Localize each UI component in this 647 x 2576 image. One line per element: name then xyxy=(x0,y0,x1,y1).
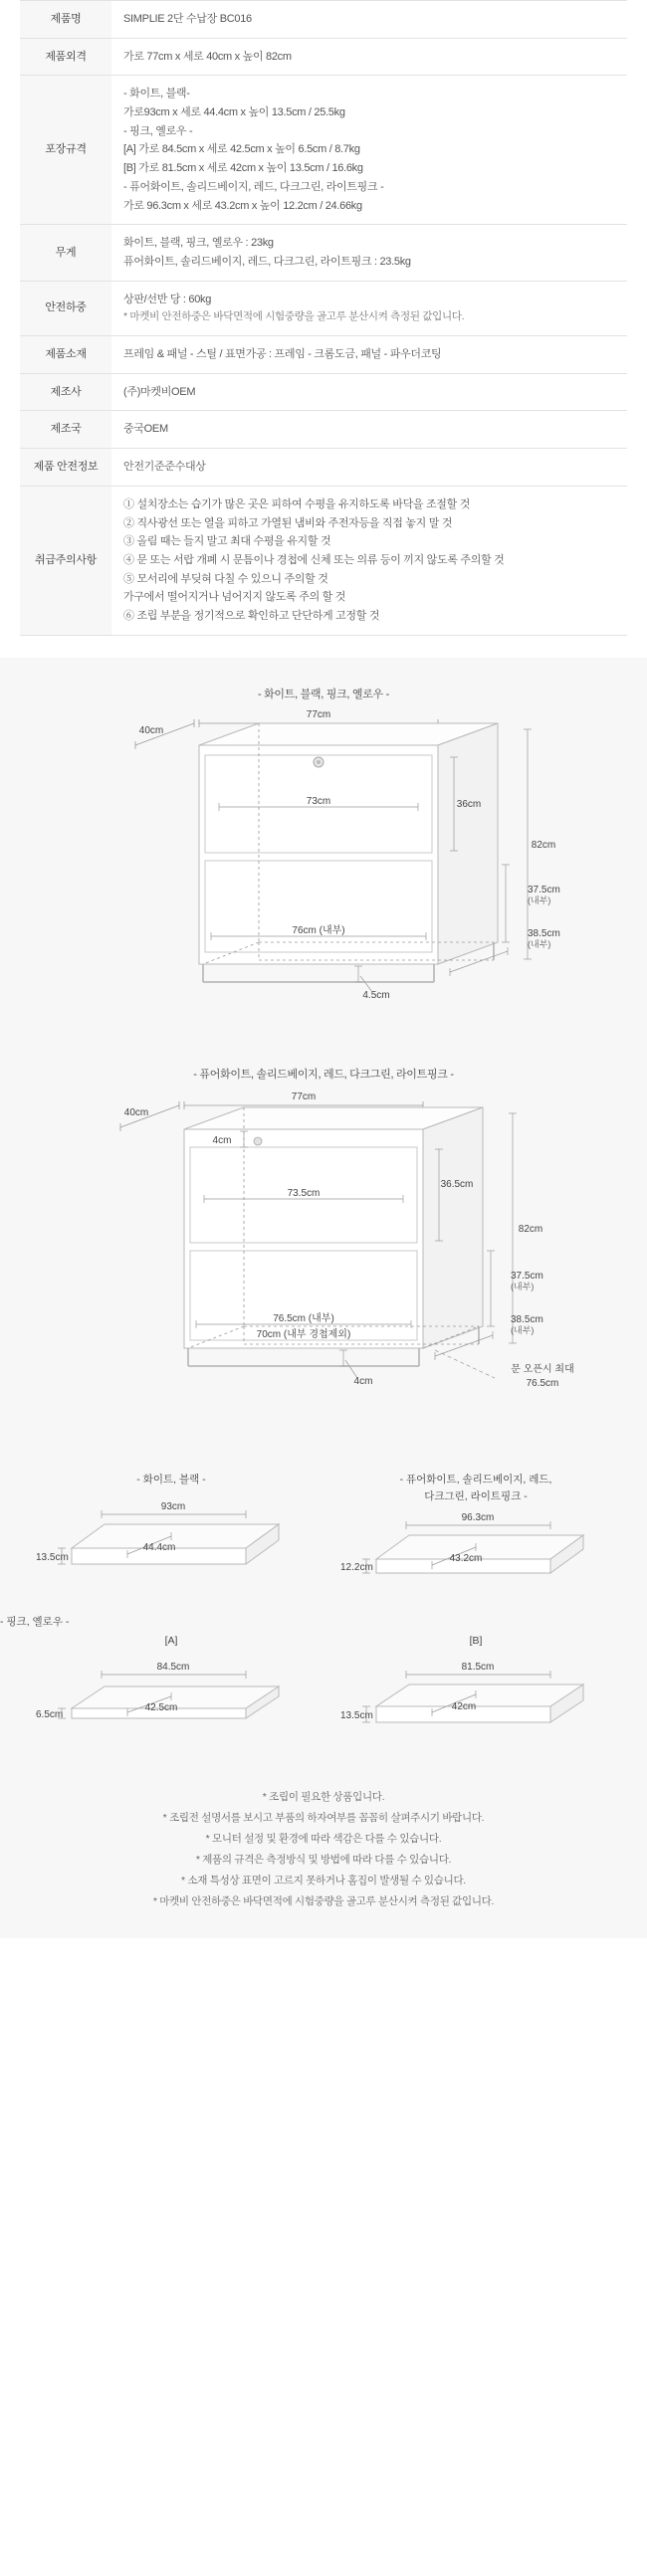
table-row xyxy=(20,336,627,374)
spec-note: * 마켓비 안전하중은 바닥면적에 시험중량을 골고루 분산시켜 측정된 값입니다. xyxy=(123,310,465,323)
note-line: * 마켓비 안전하중은 바닥면적에 시험중량을 골고루 분산시켜 측정된 값입니다. xyxy=(152,1894,495,1907)
spec-label: 제품명 xyxy=(20,1,111,39)
dim-box-height: 6.5cm xyxy=(36,1708,64,1720)
dim-height-label: 82cm xyxy=(518,1223,543,1235)
packaging-group-3-title: - 핑크, 옐로우 - xyxy=(0,1615,70,1628)
spec-line: (주)마켓비OEM xyxy=(123,385,196,398)
packaging-box-a xyxy=(32,1635,311,1751)
table-row xyxy=(20,411,627,449)
cabinet-drawing-1 xyxy=(60,708,587,1034)
dim-box-height: 13.5cm xyxy=(36,1551,69,1563)
spec-line: SIMPLIE 2단 수납장 BC016 xyxy=(123,13,252,25)
spec-label: 안전하중 xyxy=(20,281,111,336)
dim-box-width: 93cm xyxy=(160,1500,186,1512)
dim-lower-width-2-label: 70cm (내부 경첩제외) xyxy=(256,1328,351,1340)
spec-line: 가로 77cm x 세로 40cm x 높이 82cm xyxy=(123,50,292,63)
dim-width-label: 77cm xyxy=(291,1090,317,1102)
packaging-row-1 xyxy=(0,1472,647,1608)
cabinet-drawing-2 xyxy=(45,1090,602,1444)
spec-line: ② 직사광선 또는 열을 피하고 가열된 냄비와 주전자등을 직접 놓지 말 것 xyxy=(123,516,453,529)
note-line: * 조립전 설명서를 보시고 부품의 하자여부를 꼼꼼히 살펴주시기 바랍니다. xyxy=(162,1811,485,1824)
spec-line: 중국OEM xyxy=(123,423,168,436)
dim-box-depth: 42.5cm xyxy=(144,1701,178,1713)
spec-value xyxy=(111,449,627,487)
table-row xyxy=(20,38,627,76)
diagram-2-title: - 퓨어화이트, 솔리드베이지, 레드, 다크그린, 라이트핑크 - xyxy=(193,1068,454,1081)
dim-door-height-label: 36cm xyxy=(456,798,482,810)
diagram-1-title: - 화이트, 블랙, 핑크, 옐로우 - xyxy=(257,688,390,700)
table-row xyxy=(20,76,627,225)
note-line: * 소재 특성상 표면이 고르지 못하거나 홈집이 발생될 수 있습니다. xyxy=(181,1874,466,1886)
dim-leg-label: 4.5cm xyxy=(362,989,390,1001)
door-open-label-1: 문 오픈시 최대 xyxy=(511,1363,574,1375)
dim-box-height: 13.5cm xyxy=(340,1709,373,1721)
dim-leg-label: 4cm xyxy=(353,1375,373,1387)
box-drawing-b xyxy=(336,1653,615,1748)
box-drawing-a xyxy=(32,1653,311,1748)
dim-inner-depth-note: (내부) xyxy=(528,938,551,949)
dim-height-label: 82cm xyxy=(531,839,556,851)
dim-door-height-label: 36.5cm xyxy=(440,1178,474,1190)
note-line: * 모니터 설정 및 환경에 따라 색감은 다를 수 있습니다. xyxy=(205,1832,442,1845)
table-row xyxy=(20,225,627,281)
table-row xyxy=(20,281,627,336)
spec-line: ④ 문 또는 서랍 개폐 시 문틈이나 경첩에 신체 또는 의류 등이 끼지 않도록 주의할 것 xyxy=(123,553,505,566)
dim-box-depth: 44.4cm xyxy=(142,1541,176,1553)
diagram-section-2 xyxy=(0,1044,647,1454)
spec-value xyxy=(111,486,627,635)
packaging-group-2-title-1: - 퓨어화이트, 솔리드베이지, 레드, xyxy=(399,1473,552,1486)
dim-lower-width-1-label: 76.5cm (내부) xyxy=(273,1312,334,1324)
table-row xyxy=(20,486,627,635)
spec-line: ③ 올림 때는 들지 말고 최대 수평을 유지할 것 xyxy=(123,535,331,548)
spec-line: - 퓨어화이트, 솔리드베이지, 레드, 다크그린, 라이트핑크 - xyxy=(123,180,384,193)
packaging-section xyxy=(0,1454,647,1765)
spec-line: 가구에서 떨어지거나 넘어지지 않도록 주의 할 것 xyxy=(123,591,346,604)
dim-door-width-label: 73.5cm xyxy=(287,1187,321,1199)
spec-label: 제품소재 xyxy=(20,336,111,374)
spec-line: ⑤ 모서리에 부딪혀 다칠 수 있으니 주의할 것 xyxy=(123,572,328,585)
table-row xyxy=(20,1,627,39)
spec-label: 포장규격 xyxy=(20,76,111,225)
spec-value xyxy=(111,411,627,449)
packaging-group-2-title-2: 다크그린, 라이트핑크 - xyxy=(424,1489,528,1502)
dim-depth-label: 40cm xyxy=(138,724,164,736)
spec-line: 안전기준준수대상 xyxy=(123,461,206,474)
diagram-2-figure xyxy=(0,1090,647,1444)
spec-line: 상판/선반 당 : 60kg xyxy=(123,293,212,305)
packaging-group-2 xyxy=(336,1472,615,1608)
spec-line: 가로93cm x 세로 44.4cm x 높이 13.5cm / 25.5kg xyxy=(123,106,345,119)
table-row xyxy=(20,449,627,487)
packaging-row-2 xyxy=(0,1635,647,1751)
spec-line: 퓨어화이트, 솔리드베이지, 레드, 다크그린, 라이트핑크 : 23.5kg xyxy=(123,255,411,268)
spec-label: 무게 xyxy=(20,225,111,281)
dim-door-width-label: 73cm xyxy=(306,795,331,807)
packaging-box-b-label: [B] xyxy=(469,1634,483,1647)
spec-value xyxy=(111,38,627,76)
diagram-section-1 xyxy=(0,658,647,1044)
packaging-group-1-title: - 화이트, 블랙 - xyxy=(136,1473,206,1486)
dim-box-width: 84.5cm xyxy=(156,1661,190,1673)
spec-label: 제품외격 xyxy=(20,38,111,76)
spec-value xyxy=(111,373,627,411)
dim-box-width: 96.3cm xyxy=(461,1511,495,1523)
dim-width-label: 77cm xyxy=(306,708,331,720)
dim-box-depth: 43.2cm xyxy=(449,1552,483,1564)
note-line: * 제품의 규격은 측정방식 및 방법에 따라 다를 수 있습니다. xyxy=(195,1853,452,1866)
spec-line: 화이트, 블랙, 핑크, 옐로우 : 23kg xyxy=(123,237,274,250)
dim-box-height: 12.2cm xyxy=(340,1561,373,1573)
dim-inner-height-label: 37.5cm xyxy=(511,1270,543,1282)
spec-line: 가로 96.3cm x 세로 43.2cm x 높이 12.2cm / 24.66kg xyxy=(123,199,362,212)
packaging-box-a-label: [A] xyxy=(164,1634,178,1647)
spec-line: ⑥ 조립 부분을 정기적으로 확인하고 단단하게 고정할 것 xyxy=(123,609,380,622)
dim-inner-depth-note: (내부) xyxy=(511,1324,535,1335)
dim-box-depth: 42cm xyxy=(451,1700,477,1712)
dim-inner-depth-label: 38.5cm xyxy=(528,927,560,939)
spec-line: [B] 가로 81.5cm x 세로 42cm x 높이 13.5cm / 16.6kg xyxy=(123,162,363,175)
dim-inner-height-note: (내부) xyxy=(511,1281,535,1291)
spec-value xyxy=(111,336,627,374)
diagram-1-figure xyxy=(0,708,647,1034)
table-row xyxy=(20,373,627,411)
dim-inner-height-note: (내부) xyxy=(528,894,551,905)
spec-line: [A] 가로 84.5cm x 세로 42.5cm x 높이 6.5cm / 8.7kg xyxy=(123,143,360,156)
spec-value xyxy=(111,281,627,336)
dim-box-width: 81.5cm xyxy=(461,1661,495,1673)
dim-handle-gap-label: 4cm xyxy=(212,1134,232,1146)
box-drawing-1 xyxy=(32,1492,311,1602)
notes-section xyxy=(0,1765,647,1938)
spec-value xyxy=(111,225,627,281)
dim-inner-height-label: 37.5cm xyxy=(528,884,560,895)
packaging-group-1 xyxy=(32,1472,311,1608)
spec-line: - 화이트, 블랙- xyxy=(123,88,190,100)
note-line: * 조립이 필요한 상품입니다. xyxy=(262,1790,385,1803)
dim-inner-depth-label: 38.5cm xyxy=(511,1313,543,1325)
packaging-box-b xyxy=(336,1635,615,1751)
door-open-label-2: 76.5cm xyxy=(526,1377,559,1389)
spec-label: 취급주의사항 xyxy=(20,486,111,635)
spec-label: 제조사 xyxy=(20,373,111,411)
box-drawing-2 xyxy=(336,1509,615,1605)
spec-line: 프레임 & 패널 - 스틸 / 표면가공 : 프레임 - 크롬도금, 패널 - 파우더코팅 xyxy=(123,348,442,361)
spec-table xyxy=(20,0,627,636)
dim-depth-label: 40cm xyxy=(123,1106,149,1118)
spec-line: ① 설치장소는 습기가 많은 곳은 피하여 수평을 유지하도록 바닥을 조절할 것 xyxy=(123,497,471,510)
dim-lower-width-label: 76cm (내부) xyxy=(292,924,345,936)
spec-label: 제품 안전정보 xyxy=(20,449,111,487)
spec-label: 제조국 xyxy=(20,411,111,449)
spec-value xyxy=(111,1,627,39)
spec-value xyxy=(111,76,627,225)
spec-line: - 핑크, 옐로우 - xyxy=(123,124,193,137)
